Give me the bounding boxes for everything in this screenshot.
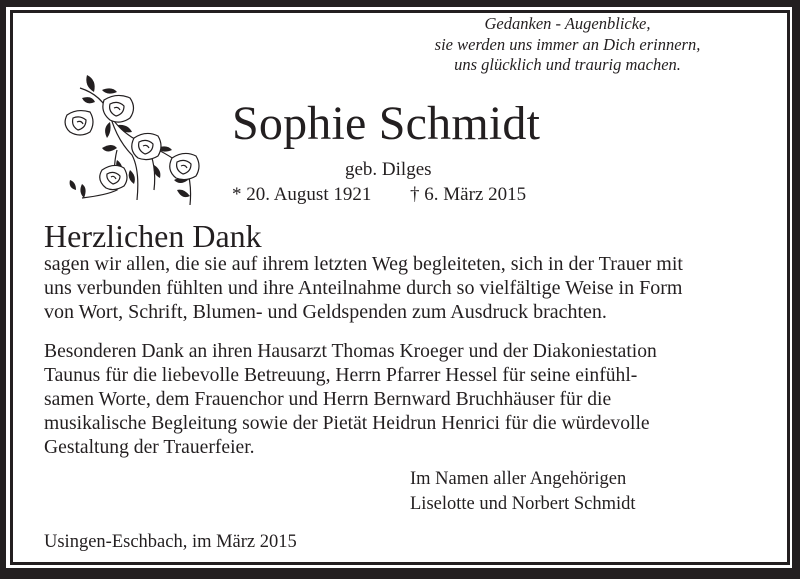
maiden-name: geb. Dilges (345, 159, 432, 180)
quote-line: sie werden uns immer an Dich erinnern, (434, 34, 701, 54)
birth-date: * 20. August 1921 (232, 184, 372, 205)
special-thanks-paragraph (44, 340, 657, 460)
quote-line: uns glücklich und traurig machen. (454, 55, 681, 74)
paragraph-line: Besonderen Dank an ihren Hausarzt Thomas Kroeger und der Diakoniestation (44, 341, 657, 362)
deceased-name: Sophie Schmidt (232, 97, 541, 150)
paragraph-line: Gestaltung der Trauerfeier. (44, 437, 255, 458)
paragraph-line: von Wort, Schrift, Blumen- und Geldspenden zum Ausdruck brachten. (44, 301, 607, 323)
thank-you-heading: Herzlichen Dank (44, 218, 262, 254)
paragraph-line: uns verbunden fühlten und ihre Anteilnahme durch so vielfältige Weise in Form (44, 277, 683, 299)
paragraph-line: musikalische Begleitung sowie der Pietät Heidrun Henrici für die würdevolle (44, 413, 650, 434)
signature-line-on-behalf: Im Namen aller Angehörigen (410, 469, 627, 489)
quote-line: Gedanken - Augenblicke, (484, 14, 651, 33)
thanks-paragraph (44, 252, 683, 324)
place-date: Usingen-Eschbach, im März 2015 (44, 532, 297, 552)
roses-branch-icon (62, 70, 212, 205)
signature-line-names: Liselotte und Norbert Schmidt (410, 494, 636, 514)
paragraph-line: sagen wir allen, die sie auf ihrem letzten Weg begleiteten, sich in der Trauer mit (44, 253, 683, 275)
quote-block (400, 14, 735, 76)
paragraph-line: Taunus für die liebevolle Betreuung, Herrn Pfarrer Hessel für seine einfühl- (44, 365, 638, 386)
paragraph-line: samen Worte, dem Frauenchor und Herrn Bernward Bruchhäuser für die (44, 389, 612, 410)
signature-block (410, 467, 636, 517)
death-date: † 6. März 2015 (410, 184, 527, 205)
